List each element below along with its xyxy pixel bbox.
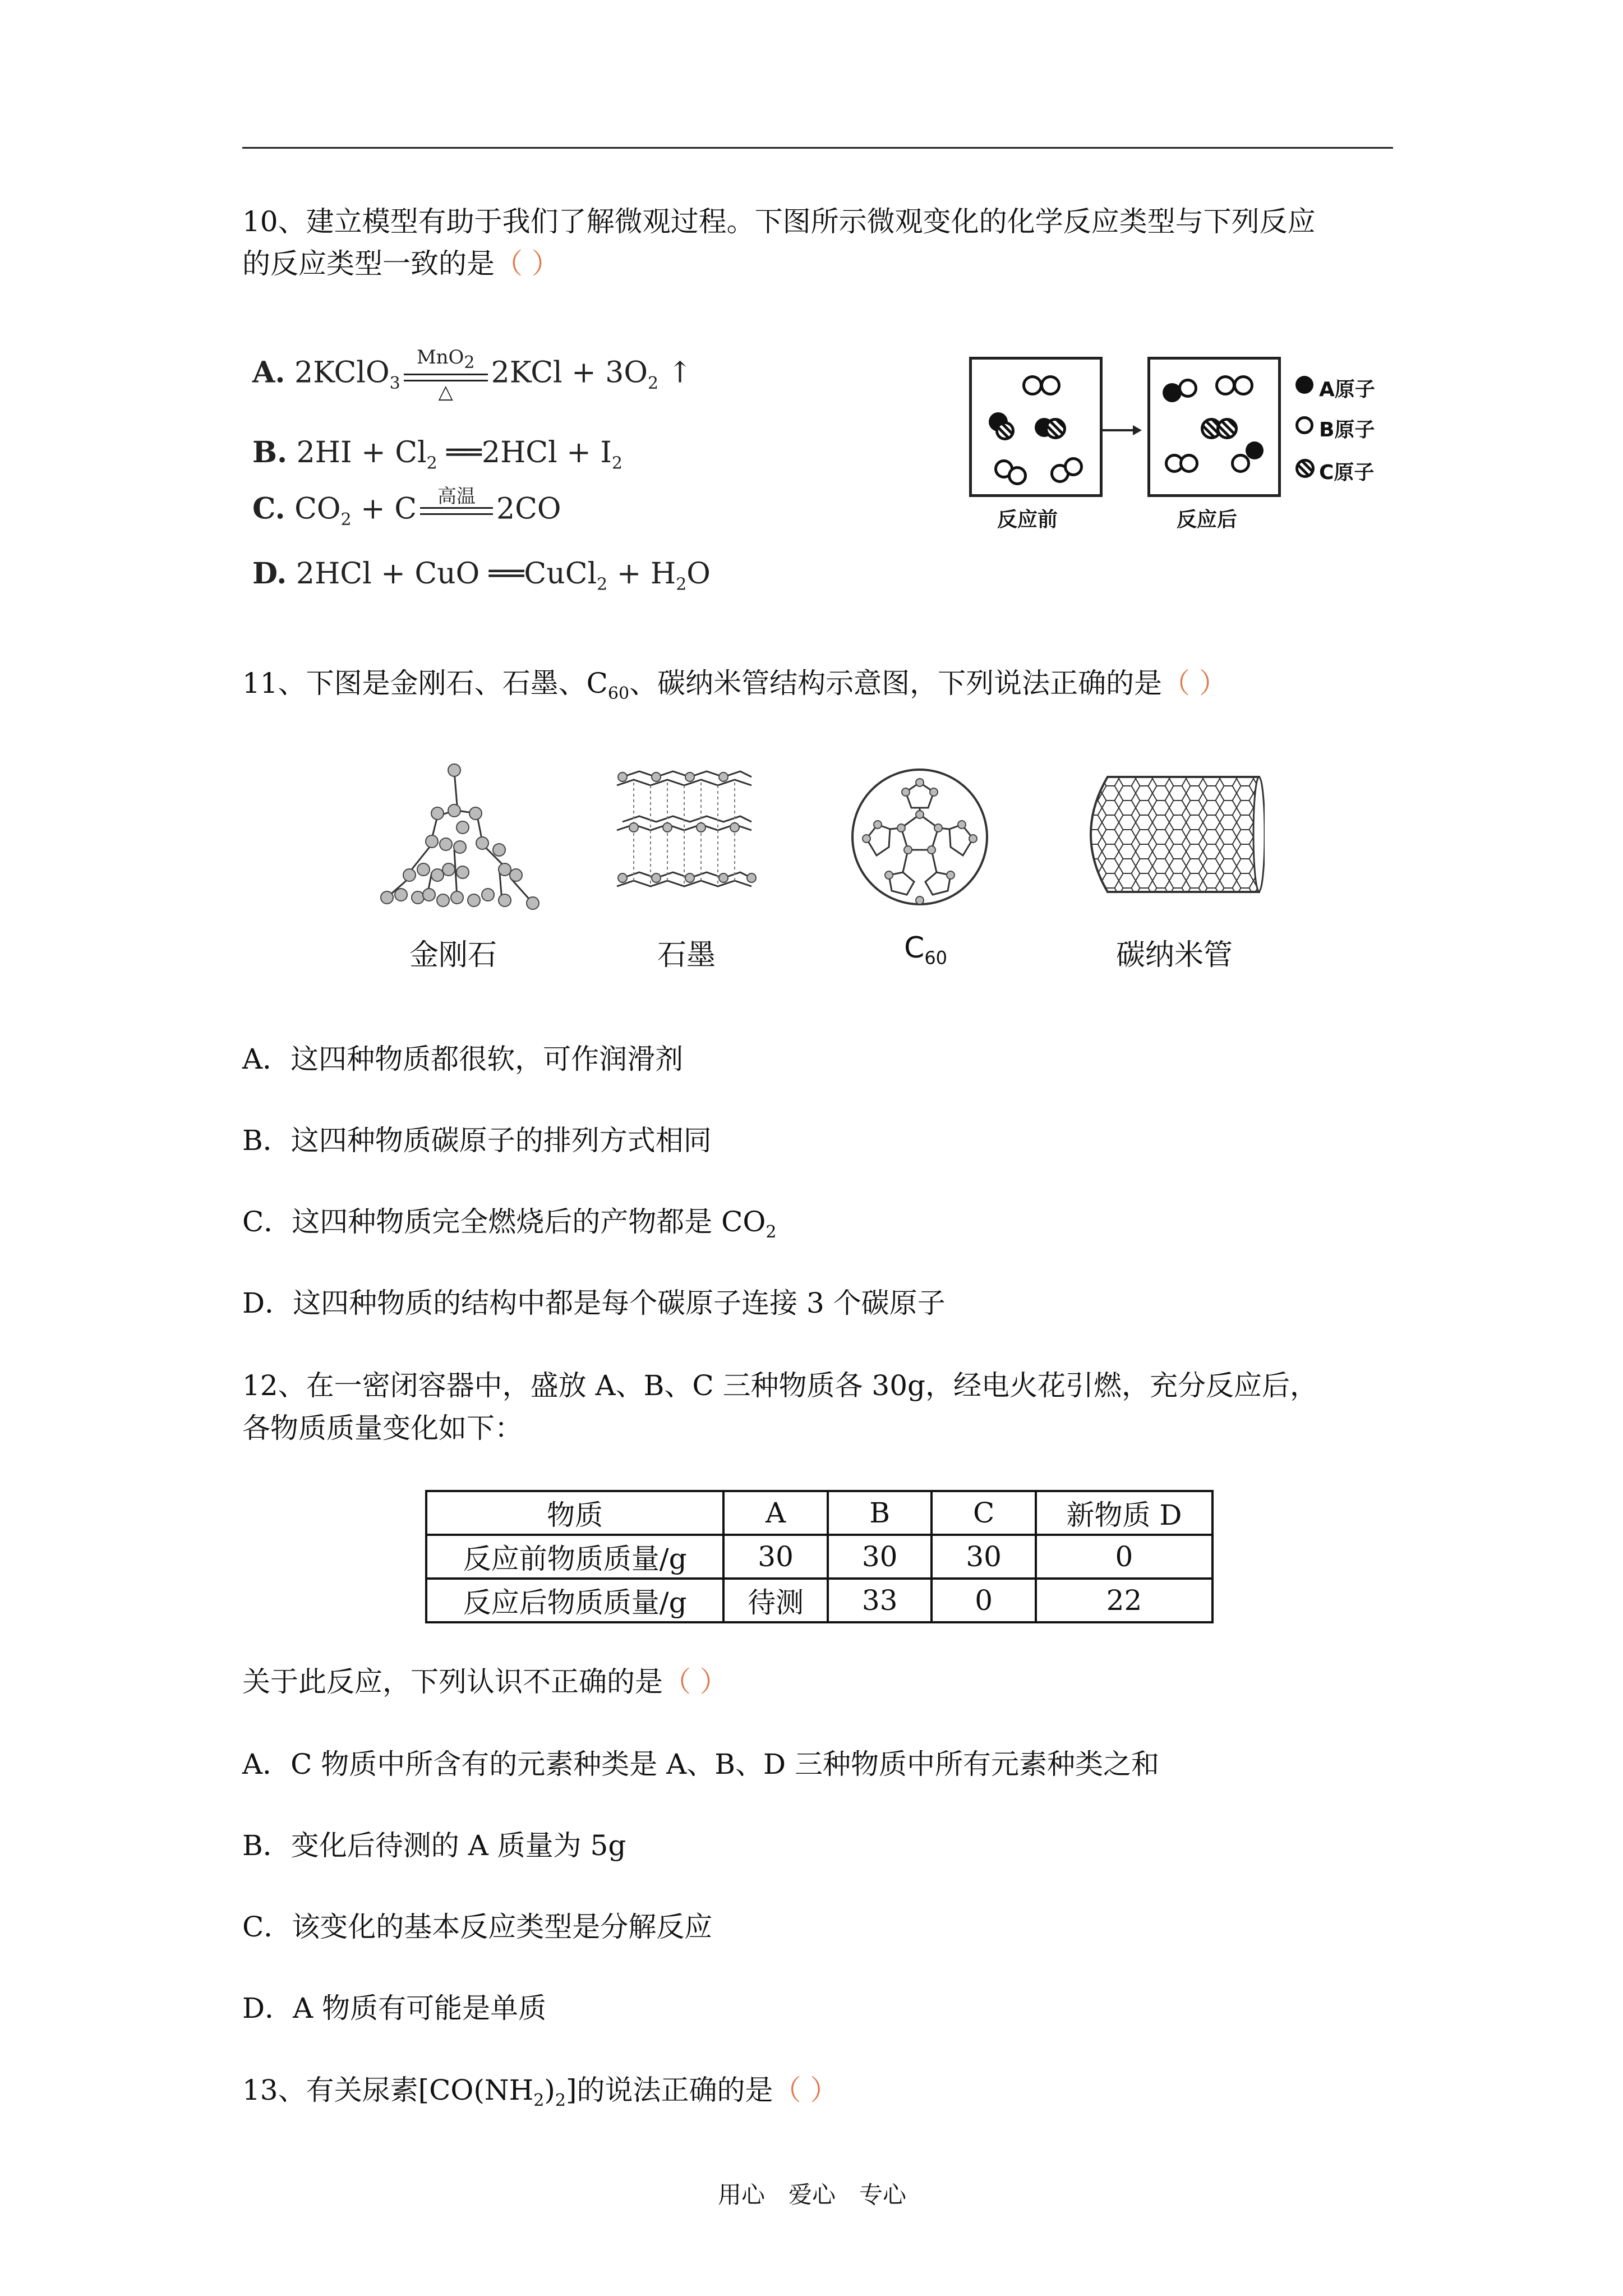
- diamond-caption: 金刚石: [409, 938, 497, 972]
- nanotube-caption: 碳纳米管: [1116, 938, 1233, 972]
- graphite-structure-image: [611, 766, 757, 909]
- c-atom-icon: [1295, 459, 1315, 478]
- graphite-caption: 石墨: [657, 938, 716, 972]
- c-atom: [1045, 418, 1066, 439]
- table-header-cell: 新物质 D: [1036, 1491, 1212, 1535]
- b-atom: [1215, 375, 1235, 395]
- before-reaction-label: 反应前: [997, 508, 1058, 531]
- table-cell: 反应前物质质量/g: [426, 1535, 723, 1579]
- table-header-row: [426, 1491, 1212, 1535]
- c-atom: [995, 421, 1015, 440]
- b-atom: [1022, 375, 1043, 395]
- q13-answer-paren: （ ）: [773, 2074, 838, 2106]
- before-reaction-box: [969, 357, 1103, 497]
- q11-option-c: C．这四种物质完全燃烧后的产物都是 $CO_2$: [242, 1205, 777, 1242]
- q10-option-b: B. $2HI + Cl_2$ ══2HCl + $I_2$: [252, 435, 623, 473]
- q13-stem: 13、有关尿素$[CO(NH_2)_2]$的说法正确的是（ ）: [242, 2074, 838, 2110]
- q10-option-d: D. 2HCl + CuO ══CuCl$_2$ + $H_2O$: [252, 556, 711, 595]
- a-atom: [1246, 441, 1264, 459]
- table-cell: 0: [932, 1579, 1036, 1622]
- b-atom: [1008, 466, 1027, 485]
- table-cell: 0: [1036, 1535, 1212, 1579]
- q12-question: 关于此反应，下列认识不正确的是（ ）: [242, 1665, 728, 1698]
- b-atom: [1064, 457, 1083, 476]
- table-cell: 30: [723, 1535, 828, 1579]
- q11-option-b: B．这四种物质碳原子的排列方式相同: [242, 1124, 712, 1157]
- table-header-cell: 物质: [426, 1491, 723, 1535]
- table-cell: 待测: [723, 1579, 828, 1622]
- q12-line2: 各物质质量变化如下：: [242, 1412, 523, 1444]
- table-cell: 30: [828, 1535, 932, 1579]
- table-cell: 反应后物质质量/g: [426, 1579, 723, 1622]
- q10-line2: 的反应类型一致的是（ ）: [242, 247, 560, 280]
- q12-option-b: B．变化后待测的 A 质量为 5g: [242, 1829, 626, 1862]
- table-header-cell: B: [828, 1491, 932, 1535]
- q12-line1: 12、在一密闭容器中，盛放 A、B、C 三种物质各 30g，经电火花引燃，充分反应后，: [242, 1369, 1318, 1402]
- c60-caption: $C_{60}$: [904, 931, 948, 969]
- q10-answer-paren: （ ）: [495, 247, 560, 280]
- q12-option-d: D．A 物质有可能是单质: [242, 1992, 547, 2024]
- table-header-cell: A: [723, 1491, 828, 1535]
- b-atom: [1179, 454, 1198, 473]
- a-atom-icon: [1295, 376, 1313, 394]
- b-atom: [1040, 375, 1061, 395]
- after-reaction-label: 反应后: [1177, 508, 1238, 531]
- table-cell: 33: [828, 1579, 932, 1622]
- q10-option-a: A. 2KClO$_3$ MnO$_2$ △ $2KCl + 3O_2$ ↑: [252, 346, 693, 403]
- header-rule: [242, 147, 1393, 149]
- reaction-arrow: [1099, 422, 1144, 439]
- b-atom: [1233, 375, 1253, 395]
- page-footer: 用心 爱心 专心: [718, 2181, 907, 2208]
- table-cell: 30: [932, 1535, 1036, 1579]
- q12-option-c: C．该变化的基本反应类型是分解反应: [242, 1911, 713, 1943]
- q10-line1: 10、建立模型有助于我们了解微观过程。下图所示微观变化的化学反应类型与下列反应: [242, 205, 1316, 238]
- b-atom-icon: [1295, 416, 1313, 434]
- legend-b: B原子: [1319, 418, 1375, 441]
- c-atom: [1216, 418, 1238, 439]
- table-header-cell: C: [932, 1491, 1036, 1535]
- q11-answer-paren: （ ）: [1162, 667, 1227, 700]
- b-atom: [1231, 454, 1250, 473]
- legend-c: C原子: [1319, 461, 1375, 484]
- q11-option-a: A．这四种物质都很软，可作润滑剂: [242, 1043, 684, 1075]
- nanotube-structure-image: [1068, 771, 1265, 898]
- q11-option-d: D．这四种物质的结构中都是每个碳原子连接 3 个碳原子: [242, 1287, 946, 1319]
- q12-option-a: A．C 物质中所含有的元素种类是 A、B、D 三种物质中所有元素种类之和: [242, 1748, 1159, 1780]
- c60-structure-image: [844, 763, 995, 912]
- b-atom: [1178, 379, 1197, 398]
- q10-option-c: C. $CO_2 + C$ 高温 2CO: [252, 485, 561, 530]
- q12-answer-paren: （ ）: [663, 1665, 728, 1698]
- diamond-structure-image: [365, 760, 550, 923]
- mass-change-table: [425, 1490, 1214, 1623]
- table-cell: 22: [1036, 1579, 1212, 1622]
- table-row: [426, 1535, 1212, 1579]
- legend-a: A原子: [1319, 378, 1375, 401]
- q11-stem: 11、下图是金刚石、石墨、$C_{60}$、碳纳米管结构示意图，下列说法正确的是（ ）: [242, 667, 1227, 703]
- after-reaction-box: [1147, 357, 1281, 497]
- table-row: [426, 1579, 1212, 1622]
